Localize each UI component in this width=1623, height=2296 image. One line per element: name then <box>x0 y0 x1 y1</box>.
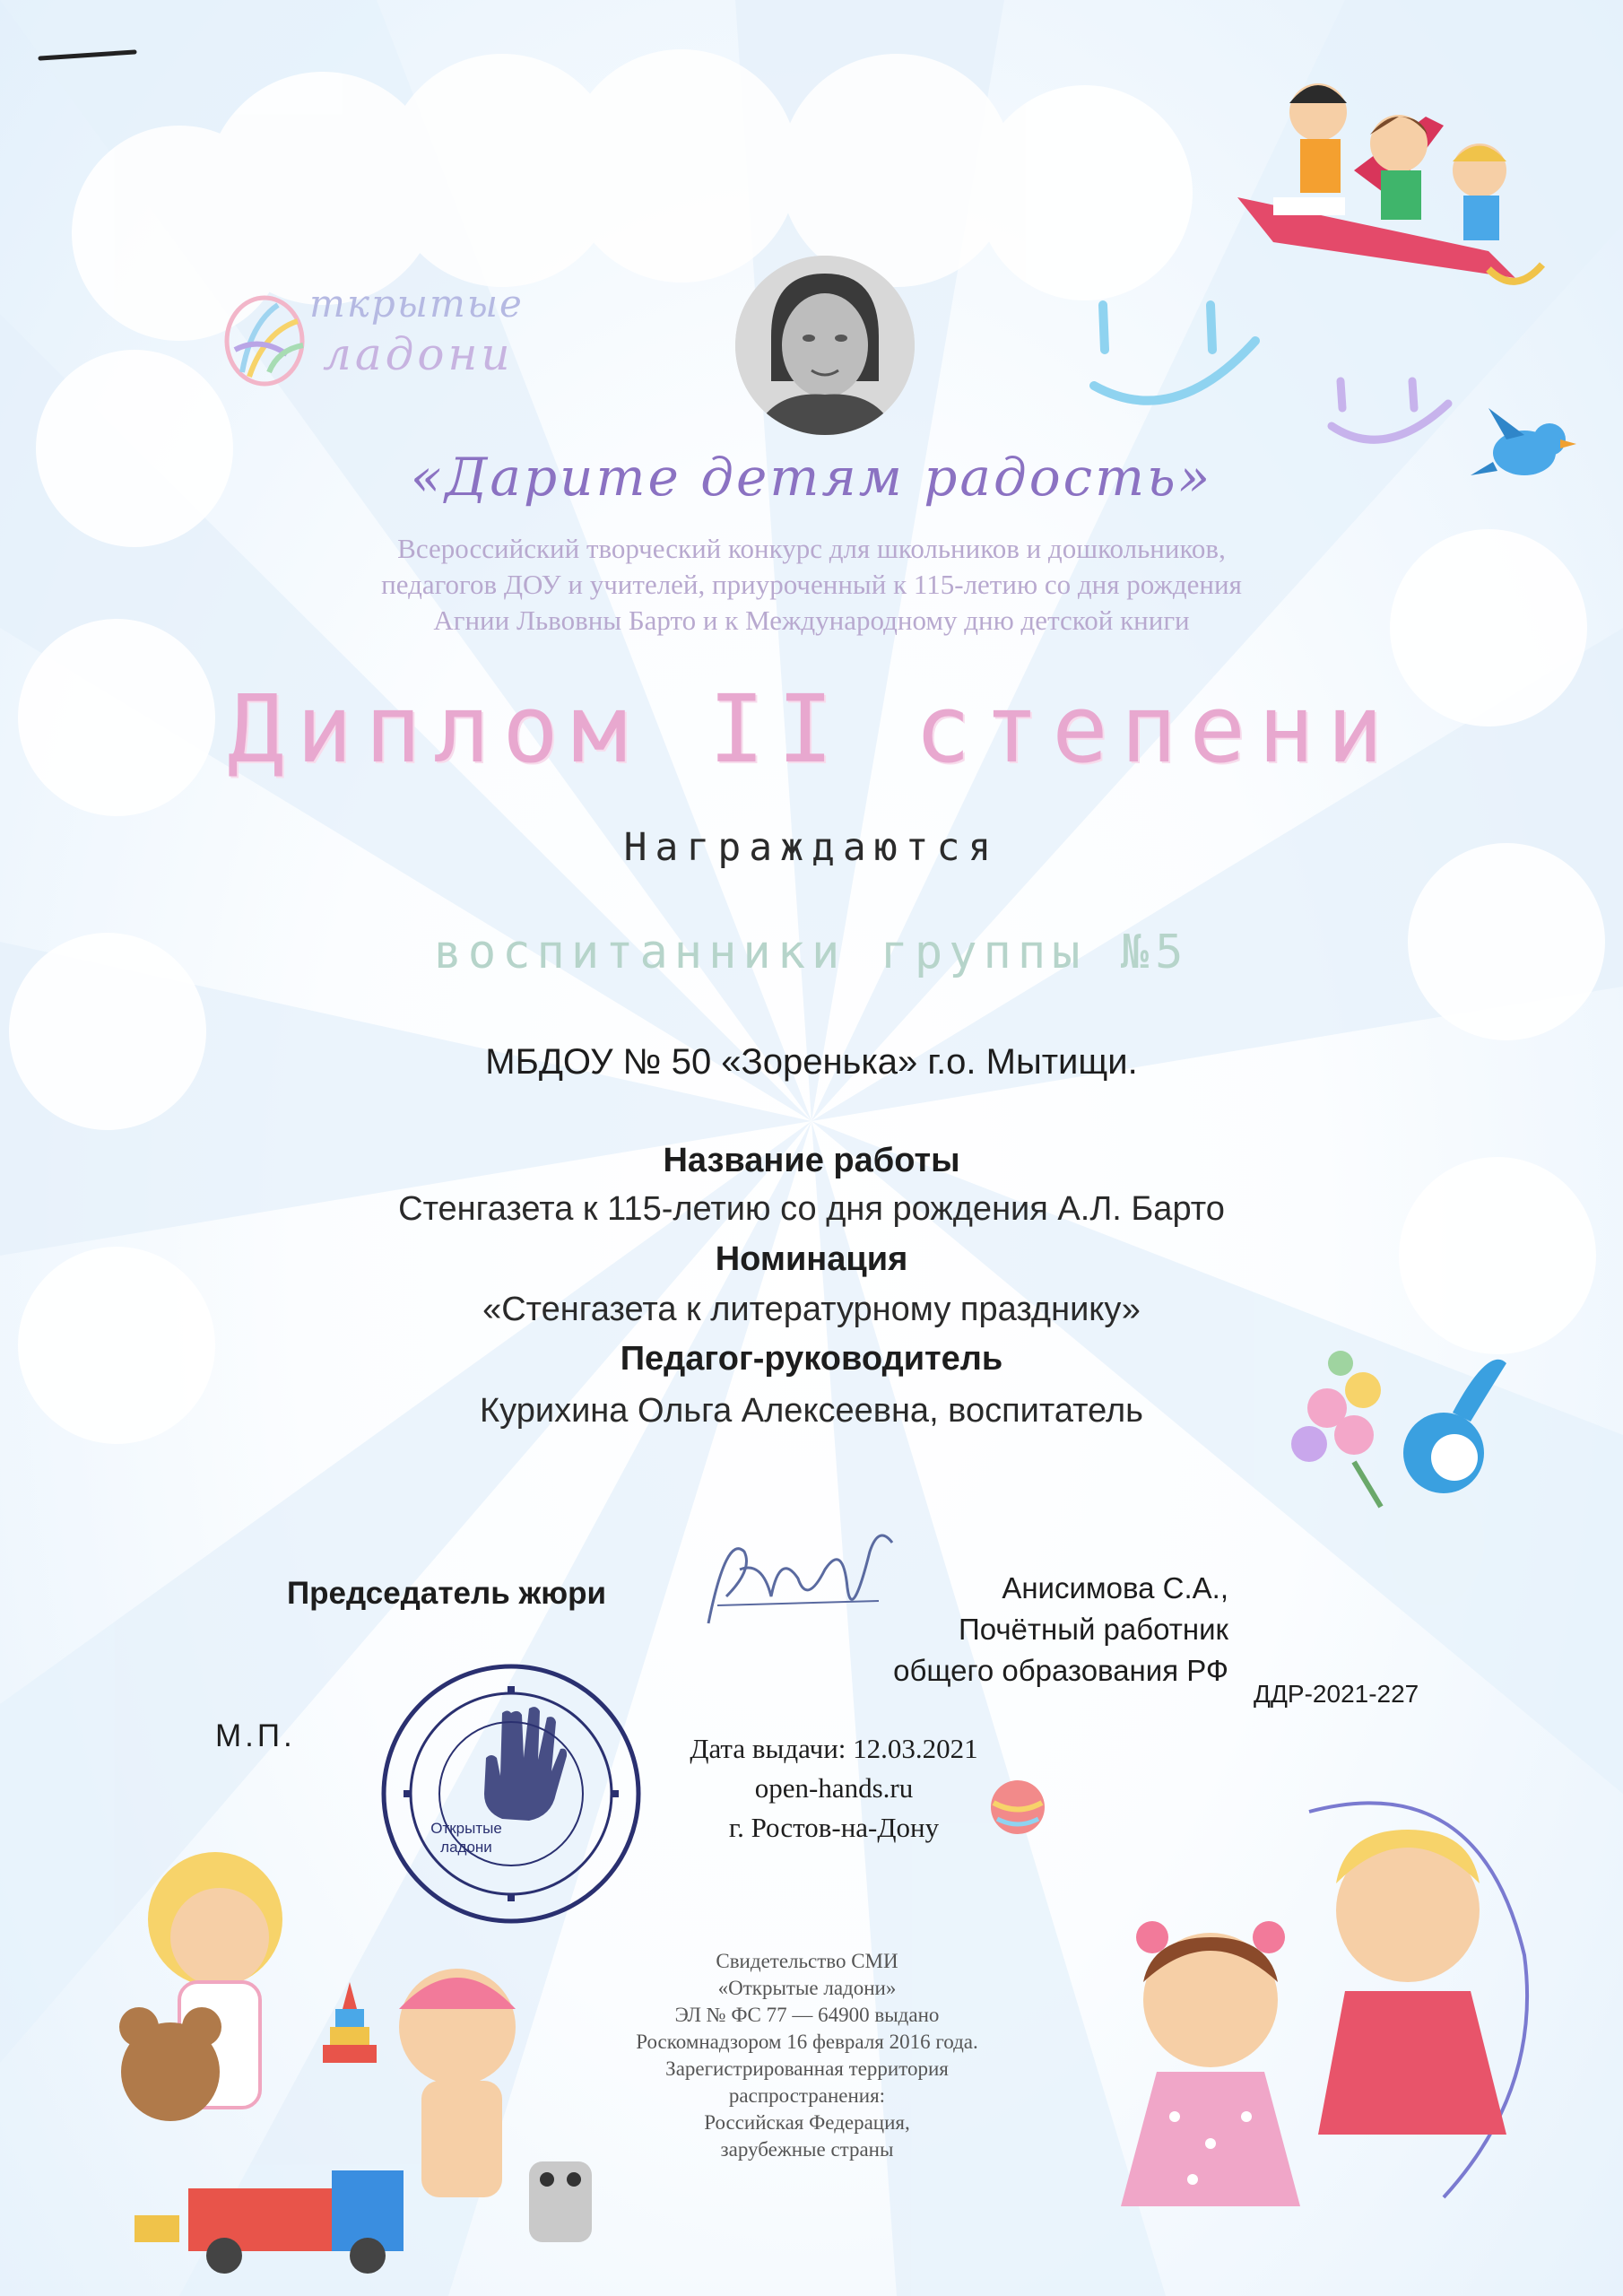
signer-line-1: Анисимова С.А., <box>1002 1571 1228 1605</box>
issue-info <box>646 1729 1022 1848</box>
description-line-2: педагогов ДОУ и учителей, приуроченный к 115-летию со дня рождения <box>381 569 1242 600</box>
media-line-3: ЭЛ № ФС 77 — 64900 выдано <box>674 2004 940 2026</box>
media-line-5: Зарегистрированная территория <box>665 2057 949 2080</box>
issue-city: г. Ростов-на-Дону <box>728 1812 940 1843</box>
teacher-value: Курихина Ольга Алексеевна, воспитатель <box>480 1392 1143 1430</box>
barto-portrait <box>735 256 915 435</box>
signer-line-2: Почётный работник <box>959 1613 1228 1646</box>
document-number: ДДР-2021-227 <box>1254 1680 1419 1708</box>
stamp-text-line-1: Открытые <box>430 1820 502 1837</box>
description-line-1: Всероссийский творческий конкурс для школьников и дошкольников, <box>397 533 1226 564</box>
jury-chair-label: Председатель жюри <box>287 1576 607 1611</box>
kids-and-toys-illustration <box>108 1839 610 2278</box>
work-title-value: Стенгазета к 115-летию со дня рождения А.Л. Барто <box>398 1190 1225 1228</box>
portrait-image <box>735 256 915 435</box>
hands-logo-icon <box>215 287 314 395</box>
media-line-6: распространения: <box>728 2084 886 2107</box>
logo-word-2: ладони <box>323 328 514 380</box>
teacher-label: Педагог-руководитель <box>620 1340 1003 1378</box>
diploma-title: Диплом II степени <box>227 674 1396 784</box>
nomination-label: Номинация <box>715 1240 908 1278</box>
jury-signer <box>780 1568 1228 1692</box>
media-line-2: «Открытые ладони» <box>717 1977 897 1999</box>
signer-line-3: общего образования РФ <box>893 1654 1228 1687</box>
media-line-1: Свидетельство СМИ <box>716 1950 898 1972</box>
issue-site: open-hands.ru <box>754 1772 914 1804</box>
media-line-4: Роскомнадзором 16 февраля 2016 года. <box>636 2031 978 2053</box>
smiley-face-large <box>1085 287 1282 430</box>
girls-illustration <box>1058 1776 1560 2278</box>
media-line-8: зарубежные страны <box>720 2138 894 2161</box>
organization: МБДОУ № 50 «Зоренька» г.о. Мытищи. <box>485 1042 1138 1082</box>
recipient-name: воспитанники группы №5 <box>433 926 1190 979</box>
contest-description <box>0 531 1623 639</box>
slogan: «Дарите детям радость» <box>410 447 1213 508</box>
work-title-label: Название работы <box>663 1142 960 1179</box>
media-line-7: Российская Федерация, <box>704 2111 910 2134</box>
logo-word-1: ткрытые <box>309 282 524 326</box>
nomination-value: «Стенгазета к литературному празднику» <box>482 1291 1141 1328</box>
issue-date: Дата выдачи: 12.03.2021 <box>690 1733 978 1764</box>
seal-place-label: М.П. <box>215 1718 296 1753</box>
pen-mark <box>36 36 143 72</box>
awarded-label: Награждаются <box>623 825 1000 870</box>
bunny-with-flowers-illustration <box>1255 1327 1542 1614</box>
stamp-text-line-2: ладони <box>440 1839 492 1856</box>
description-line-3: Агнии Львовны Барто и к Международному дню детской книги <box>433 604 1190 636</box>
ball-illustration <box>986 1776 1049 1839</box>
open-hands-logo <box>215 269 556 413</box>
media-registration <box>574 1948 1040 2163</box>
kids-airplane-illustration <box>1219 63 1560 305</box>
